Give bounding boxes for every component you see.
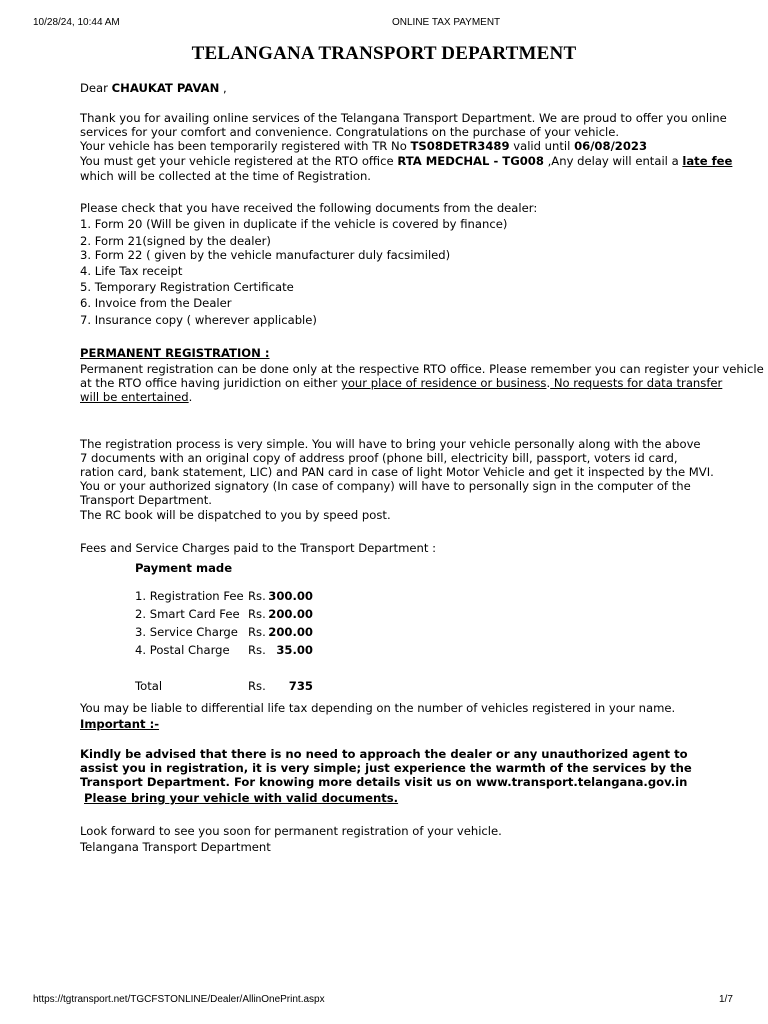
list-item: 7. Insurance copy ( wherever applicable): [80, 313, 317, 327]
perm-line-2: [80, 376, 722, 390]
rto-prefix: You must get your vehicle registered at the RTO office: [80, 154, 398, 168]
fee-currency: Rs.: [248, 607, 266, 621]
process-line: 7 documents with an original copy of address proof (phone bill, electricity bill, passport, voters id card,: [80, 451, 678, 465]
closing-line: Look forward to see you soon for permanent registration of your vehicle.: [80, 824, 502, 838]
list-item: 6. Invoice from the Dealer: [80, 296, 232, 310]
bring-docs-text: Please bring your vehicle with valid documents.: [84, 791, 399, 805]
perm-heading-text: PERMANENT REGISTRATION :: [80, 346, 270, 360]
page-title: TELANGANA TRANSPORT DEPARTMENT: [191, 43, 577, 64]
list-item: 1. Form 20 (Will be given in duplicate if the vehicle is covered by finance): [80, 217, 508, 231]
list-item: 5. Temporary Registration Certificate: [80, 280, 294, 294]
payment-heading: [135, 561, 232, 575]
perm-line-3-suffix: .: [188, 390, 193, 404]
perm-line-3: [80, 390, 192, 404]
payment-heading-text: Payment made: [135, 561, 233, 575]
advice-line-text: assist you in registration, it is very simple; just experience the warmth of the services by the: [80, 761, 692, 775]
salutation-line: [80, 81, 227, 95]
late-fee: late fee: [682, 154, 733, 168]
advice-line: [80, 747, 688, 761]
print-page-title: ONLINE TAX PAYMENT: [392, 17, 501, 28]
fee-amount: 200.00: [268, 625, 313, 639]
fee-currency: Rs.: [248, 625, 266, 639]
fee-label: 4. Postal Charge: [135, 643, 230, 657]
rto-office: RTA MEDCHAL - TG008: [397, 154, 544, 168]
recipient-name: CHAUKAT PAVAN: [111, 81, 220, 95]
fee-label: 1. Registration Fee: [135, 589, 244, 603]
important-heading: [80, 717, 159, 731]
signature-line: Telangana Transport Department: [80, 840, 271, 854]
intro-line-2: services for your comfort and convenience. Congratulations on the purchase of your vehicle.: [80, 125, 620, 139]
fee-currency: Rs.: [248, 643, 266, 657]
permanent-registration-heading: [80, 346, 270, 360]
process-line: The registration process is very simple. You will have to bring your vehicle personally along with the above: [80, 437, 701, 451]
rto-delay-text: ,Any delay will entail a: [543, 154, 683, 168]
advice-line: [80, 775, 687, 789]
print-datetime: 10/28/24, 10:44 AM: [33, 17, 120, 28]
collection-line: which will be collected at the time of Registration.: [80, 169, 371, 183]
fee-label: 2. Smart Card Fee: [135, 607, 240, 621]
total-amount: 735: [288, 679, 313, 693]
intro-line-1: Thank you for availing online services of the Telangana Transport Department. We are proud to offer you online: [80, 111, 727, 125]
list-item: 3. Form 22 ( given by the vehicle manufacturer duly facsimiled): [80, 248, 451, 262]
rto-line: [80, 154, 732, 168]
list-item: 4. Life Tax receipt: [80, 264, 183, 278]
print-url[interactable]: https://tgtransport.net/TGCFSTONLINE/Dealer/AllinOnePrint.aspx: [33, 994, 325, 1005]
salutation-suffix: ,: [219, 81, 227, 95]
fee-amount: 35.00: [276, 643, 313, 657]
temp-registration-line: [80, 139, 647, 153]
advice-line: [80, 761, 692, 775]
bring-docs-line: [84, 791, 398, 805]
valid-until-text: valid until: [509, 139, 575, 153]
fee-amount: 200.00: [268, 607, 313, 621]
fee-label: 3. Service Charge: [135, 625, 238, 639]
perm-line-2-mid: .: [546, 376, 551, 390]
check-docs-text: Please check that you have received the following documents from the dealer:: [80, 201, 538, 215]
process-line: The RC book will be dispatched to you by speed post.: [80, 508, 391, 522]
perm-line-1: Permanent registration can be done only at the respective RTO office. Please remember you can register your vehicle: [80, 362, 764, 376]
total-currency: Rs.: [248, 679, 266, 693]
differential-tax-note: You may be liable to differential life tax depending on the number of vehicles registered in your name.: [80, 701, 676, 715]
advice-line-text: Kindly be advised that there is no need to approach the dealer or any unauthorized agent to: [80, 747, 688, 761]
valid-until-date: 06/08/2023: [574, 139, 648, 153]
important-heading-text: Important :-: [80, 717, 160, 731]
entertained-text: will be entertained: [80, 390, 189, 404]
no-transfer-text: No requests for data transfer: [550, 376, 723, 390]
advice-line-text: Transport Department. For knowing more details visit us on www.transport.telangana.gov.in: [80, 775, 688, 789]
print-page-number: 1/7: [719, 994, 733, 1005]
fee-currency: Rs.: [248, 589, 266, 603]
fee-amount: 300.00: [268, 589, 313, 603]
process-line: You or your authorized signatory (In case of company) will have to personally sign in the computer of the: [80, 479, 691, 493]
residence-text: your place of residence or business: [340, 376, 547, 390]
temp-reg-prefix: Your vehicle has been temporarily registered with TR No: [80, 139, 411, 153]
process-line: ration card, bank statement, LIC) and PAN card in case of light Motor Vehicle and get it inspected by the MVI.: [80, 465, 714, 479]
salutation: Dear: [80, 81, 108, 95]
total-label: Total: [135, 679, 163, 693]
process-line: Transport Department.: [80, 493, 212, 507]
fees-intro: Fees and Service Charges paid to the Transport Department :: [80, 541, 436, 555]
perm-line-2-prefix: at the RTO office having juridiction on either: [80, 376, 341, 390]
list-item: 2. Form 21(signed by the dealer): [80, 234, 271, 248]
tr-number: TS08DETR3489: [410, 139, 510, 153]
